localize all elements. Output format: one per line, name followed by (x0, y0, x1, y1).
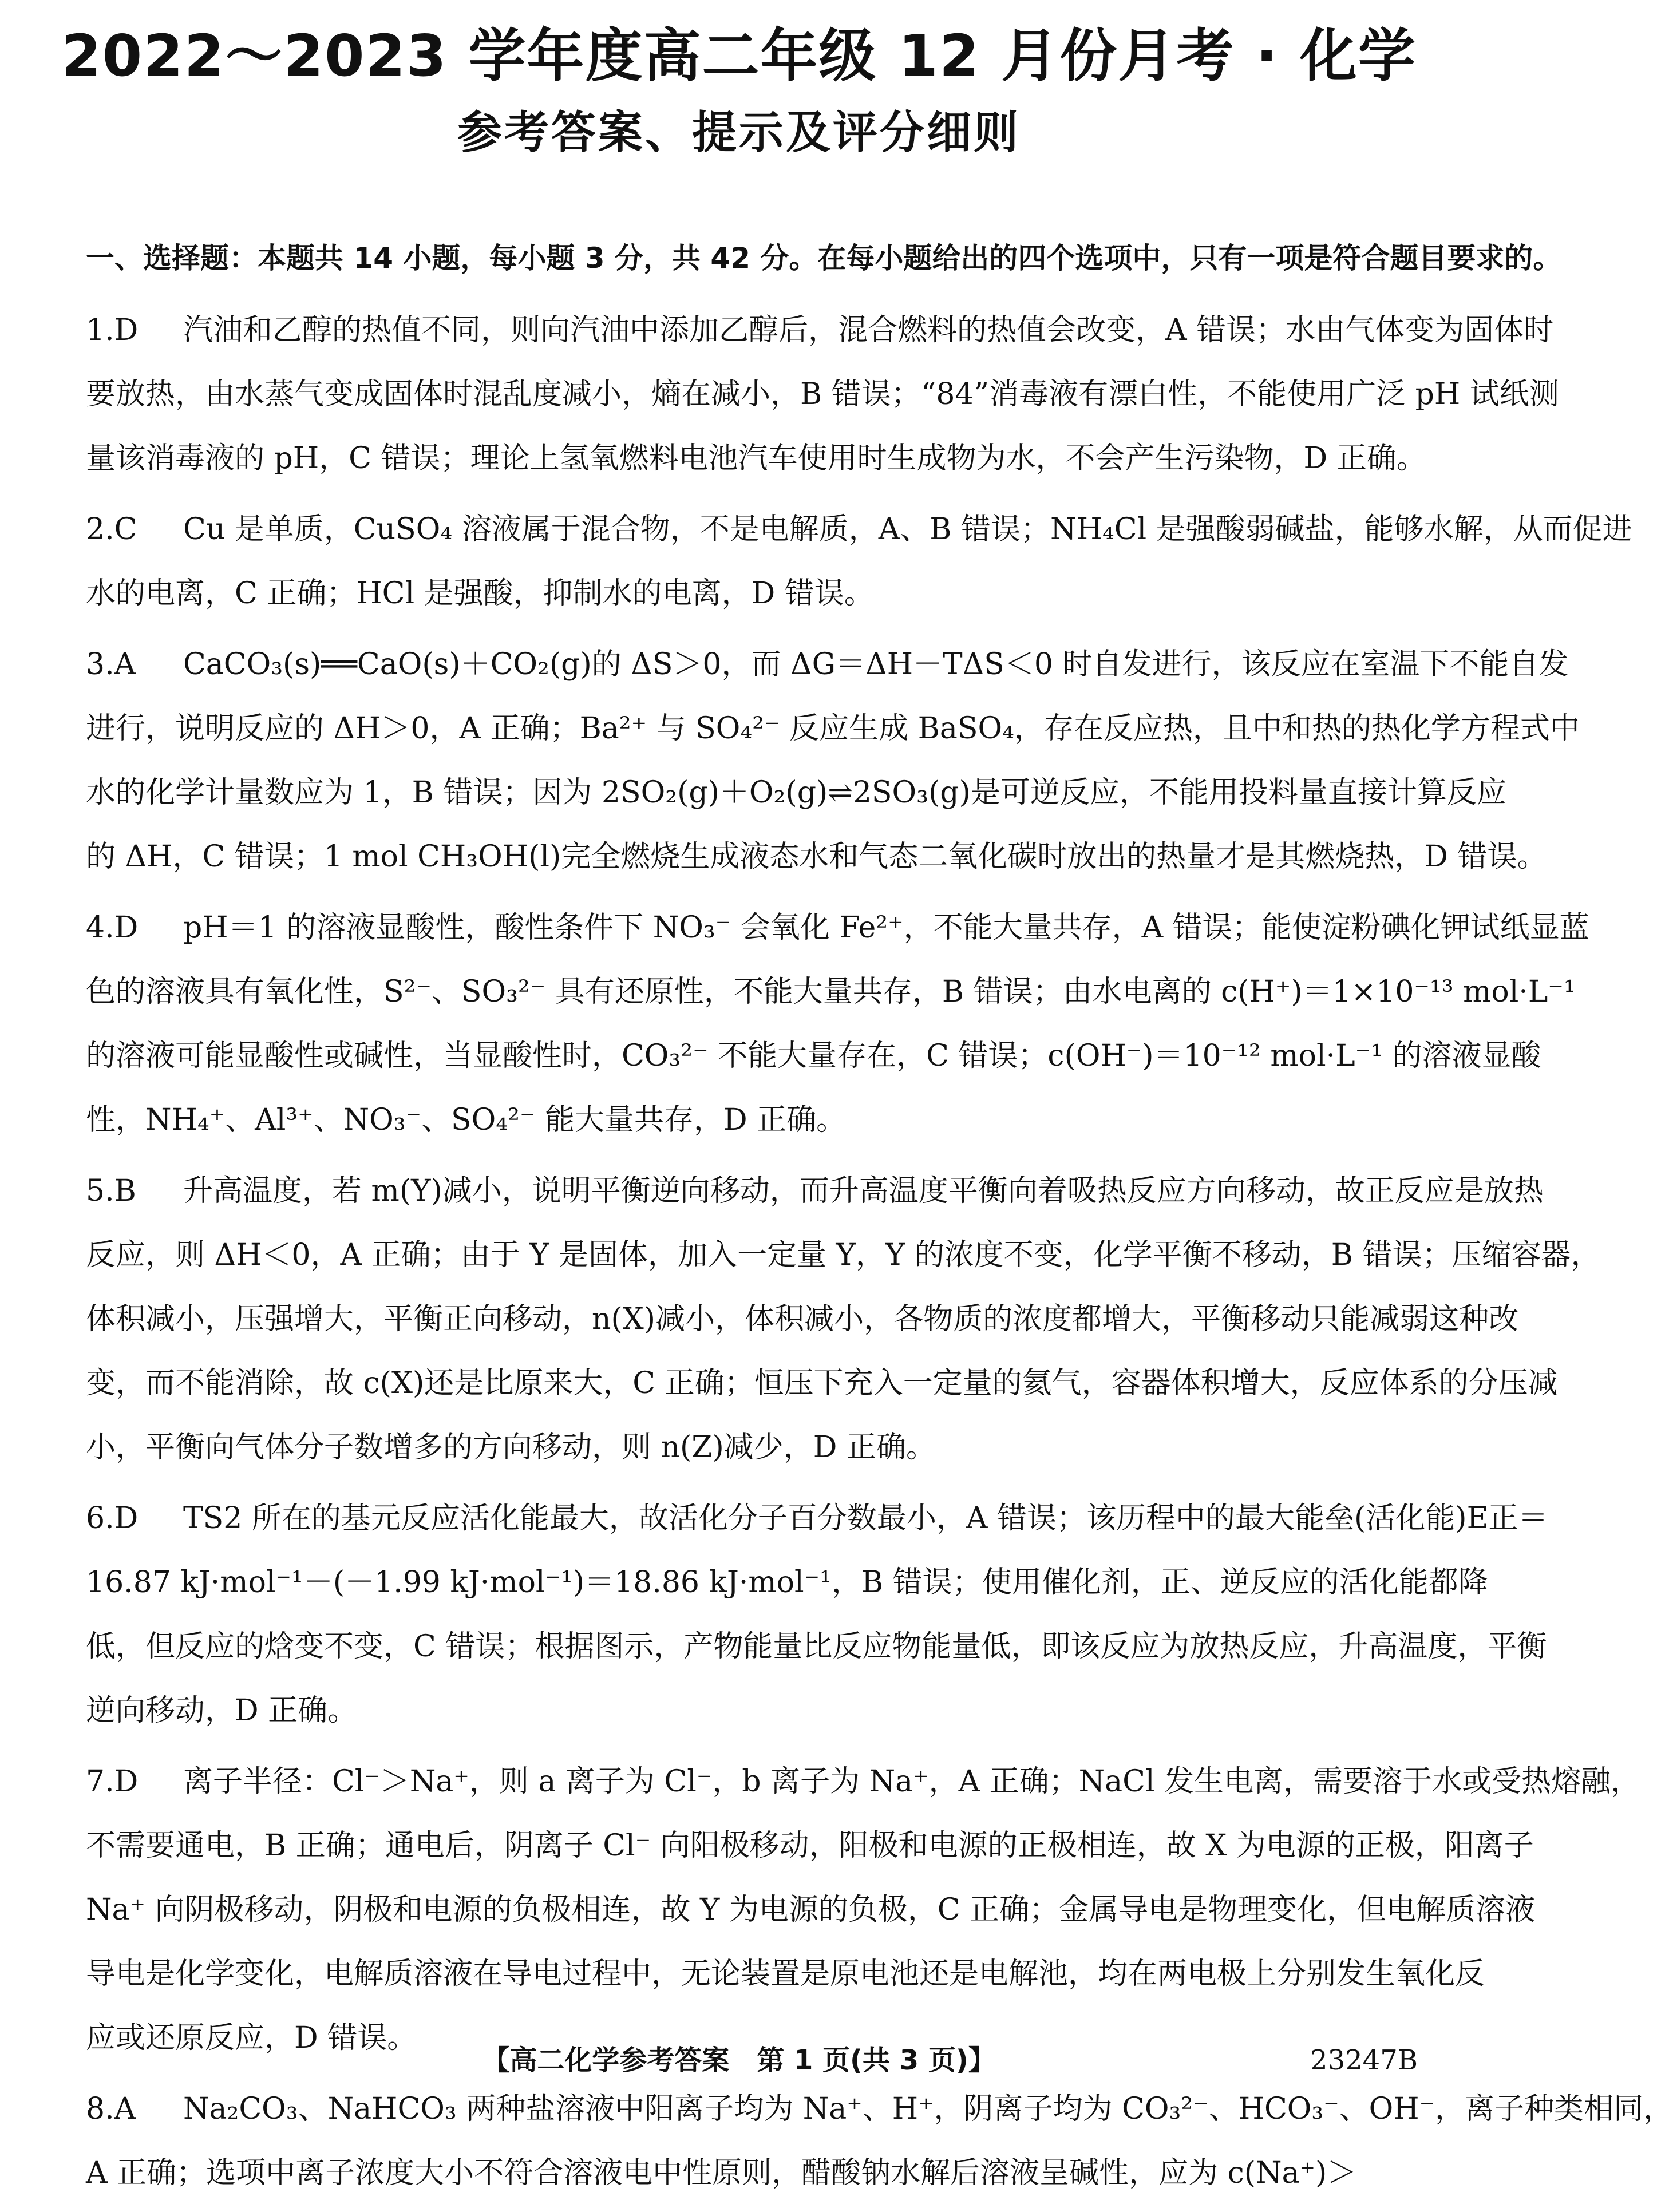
answer-text: 反应，则 ΔH＜0，A 正确；由于 Y 是固体，加入一定量 Y，Y 的浓度不变，化学平衡不移动，B 错误；压缩容器， (86, 1238, 1601, 1272)
answer-text: TS2 所在的基元反应活化能最大，故活化分子百分数最小，A 错误；该历程中的最大能垒(活化能)E正＝ (183, 1501, 1548, 1536)
answer-line (86, 960, 1576, 1024)
answer-number: 1.D (86, 313, 139, 347)
answer-text: 16.87 kJ·mol⁻¹－(－1.99 kJ·mol⁻¹)＝18.86 kJ·mol⁻¹，B 错误；使用催化剂，正、逆反应的活化能都降 (86, 1565, 1488, 1600)
answer-text: 的 ΔH，C 错误；1 mol CH₃OH(l)完全燃烧生成液态水和气态二氧化碳时放出的热量才是其燃烧热，D 错误。 (86, 840, 1547, 874)
answer-text: 变，而不能消除，故 c(X)还是比原来大，C 正确；恒压下充入一定量的氦气，容器体积增大，反应体系的分压减 (86, 1366, 1558, 1400)
answer-item (86, 896, 1589, 1152)
answer-line (86, 561, 1422, 626)
answer-line (86, 1679, 1422, 1743)
answer-text: 离子半径：Cl⁻＞Na⁺，则 a 离子为 Cl⁻，b 离子为 Na⁺，A 正确；NaCl 发生电离，需要溶于水或受热熔融， (183, 1764, 1641, 1799)
answer-line (86, 1486, 1548, 1550)
answer-line (86, 1351, 1558, 1415)
answer-line (86, 1159, 1544, 1223)
answer-number: 6.D (86, 1501, 139, 1536)
answer-item (86, 1486, 1548, 1743)
answer-text: 体积减小，压强增大，平衡正向移动，n(X)减小，体积减小，各物质的浓度都增大，平衡移动只能减弱这种改 (86, 1302, 1519, 1336)
answer-text: 色的溶液具有氧化性，S²⁻、SO₃²⁻ 具有还原性，不能大量共存，B 错误；由水电离的 c(H⁺)＝1×10⁻¹³ mol·L⁻¹ (86, 975, 1576, 1009)
answer-line (86, 362, 1559, 426)
answer-item (86, 298, 1559, 490)
answer-number: 8.A (86, 2092, 136, 2126)
answer-line (86, 761, 1506, 825)
answer-text: 水的电离，C 正确；HCl 是强酸，抑制水的电离，D 错误。 (86, 576, 874, 611)
footer-doc-code: 23247B (1310, 2044, 1418, 2076)
answer-line (86, 1088, 1422, 1152)
answer-number: 5.B (86, 1174, 136, 1208)
answer-text: 低，但反应的焓变不变，C 错误；根据图示，产物能量比反应物能量低，即该反应为放热反应，升高温度，平衡 (86, 1629, 1547, 1664)
answer-text: Cu 是单质，CuSO₄ 溶液属于混合物，不是电解质，A、B 错误；NH₄Cl 是强酸弱碱盐，能够水解，从而促进 (183, 512, 1632, 547)
answer-line (86, 1024, 1541, 1088)
page-footer (0, 2037, 1478, 2083)
answer-line (86, 896, 1589, 960)
answer-text: 逆向移动，D 正确。 (86, 1693, 358, 1728)
answer-item (86, 2077, 1673, 2205)
section-heading: 一、选择题：本题共 14 小题，每小题 3 分，共 42 分。在每小题给出的四个选项中，只有一项是符合题目要求的。 (86, 242, 1562, 275)
answer-list (86, 298, 1673, 2205)
answer-text: 导电是化学变化，电解质溶液在导电过程中，无论装置是原电池还是电解池，均在两电极上分别发生氧化反 (86, 1957, 1485, 1991)
answer-line (86, 1287, 1519, 1351)
answer-item (86, 1750, 1641, 2070)
answer-content (86, 226, 1673, 2212)
answer-line (86, 1814, 1534, 1878)
answer-number: 3.A (86, 647, 136, 682)
answer-text: Na₂CO₃、NaHCO₃ 两种盐溶液中阳离子均为 Na⁺、H⁺，阴离子均为 CO₃²⁻、HCO₃⁻、OH⁻，离子种类相同， (183, 2092, 1673, 2126)
answer-number: 4.D (86, 911, 139, 945)
answer-text: 小，平衡向气体分子数增多的方向移动，则 n(Z)减少，D 正确。 (86, 1430, 936, 1465)
answer-line (86, 697, 1580, 761)
answer-text: 量该消毒液的 pH，C 错误；理论上氢氧燃料电池汽车使用时生成物为水，不会产生污染物，D 正确。 (86, 441, 1426, 476)
footer-page-info: 【高二化学参考答案 第 1 页(共 3 页)】 (482, 2044, 996, 2076)
answer-line (86, 1942, 1485, 2006)
answer-number: 2.C (86, 512, 137, 547)
answer-item (86, 1159, 1601, 1479)
answer-item (86, 632, 1580, 889)
answer-number: 7.D (86, 1764, 139, 1799)
page-title: 2022～2023 学年度高二年级 12 月份月考 · 化学 (61, 22, 1417, 89)
answer-line (86, 1878, 1536, 1942)
answer-text: 进行，说明反应的 ΔH＞0，A 正确；Ba²⁺ 与 SO₄²⁻ 反应生成 BaSO₄，存在反应热，且中和热的热化学方程式中 (86, 711, 1580, 746)
answer-text: 性，NH₄⁺、Al³⁺、NO₃⁻、SO₄²⁻ 能大量共存，D 正确。 (86, 1103, 847, 1137)
answer-text: 应或还原反应，D 错误。 (86, 2021, 417, 2055)
answer-text: 不需要通电，B 正确；通电后，阴离子 Cl⁻ 向阳极移动，阳极和电源的正极相连，故 X 为电源的正极，阳离子 (86, 1829, 1534, 1863)
answer-item (86, 497, 1632, 626)
answer-line (86, 298, 1554, 362)
answer-line (86, 825, 1547, 889)
answer-line (86, 1223, 1601, 1287)
answer-text: 的溶液可能显酸性或碱性，当显酸性时，CO₃²⁻ 不能大量存在，C 错误；c(OH⁻)＝10⁻¹² mol·L⁻¹ 的溶液显酸 (86, 1039, 1541, 1073)
answer-text: 汽油和乙醇的热值不同，则向汽油中添加乙醇后，混合燃料的热值会改变，A 错误；水由气体变为固体时 (183, 313, 1554, 347)
answer-line (86, 2141, 1422, 2205)
page-subtitle: 参考答案、提示及评分细则 (457, 107, 1021, 159)
answer-line (86, 2077, 1673, 2141)
answer-line (86, 1415, 1422, 1479)
answer-text: 升高温度，若 m(Y)减小，说明平衡逆向移动，而升高温度平衡向着吸热反应方向移动，故正反应是放热 (183, 1174, 1544, 1208)
answer-text: pH＝1 的溶液显酸性，酸性条件下 NO₃⁻ 会氧化 Fe²⁺，不能大量共存，A 错误；能使淀粉碘化钾试纸显蓝 (183, 911, 1589, 945)
answer-line (86, 426, 1426, 490)
answer-line (86, 1550, 1488, 1615)
answer-text: 水的化学计量数应为 1，B 错误；因为 2SO₂(g)＋O₂(g)⇌2SO₃(g)是可逆反应，不能用投料量直接计算反应 (86, 775, 1506, 810)
answer-text: Na⁺ 向阴极移动，阴极和电源的负极相连，故 Y 为电源的负极，C 正确；金属导电是物理变化，但电解质溶液 (86, 1893, 1536, 1927)
answer-text: CaCO₃(s)══CaO(s)＋CO₂(g)的 ΔS＞0，而 ΔG＝ΔH－TΔS＜0 时自发进行，该反应在室温下不能自发 (183, 647, 1569, 682)
answer-line (86, 497, 1632, 561)
answer-text: A 正确；选项中离子浓度大小不符合溶液电中性原则，醋酸钠水解后溶液呈碱性，应为 c(Na⁺)＞ (86, 2156, 1357, 2190)
answer-line (86, 1615, 1547, 1679)
answer-line (86, 632, 1569, 697)
answer-line (86, 1750, 1641, 1814)
answer-text: 要放热，由水蒸气变成固体时混乱度减小，熵在减小，B 错误；“84”消毒液有漂白性，不能使用广泛 pH 试纸测 (86, 377, 1559, 411)
